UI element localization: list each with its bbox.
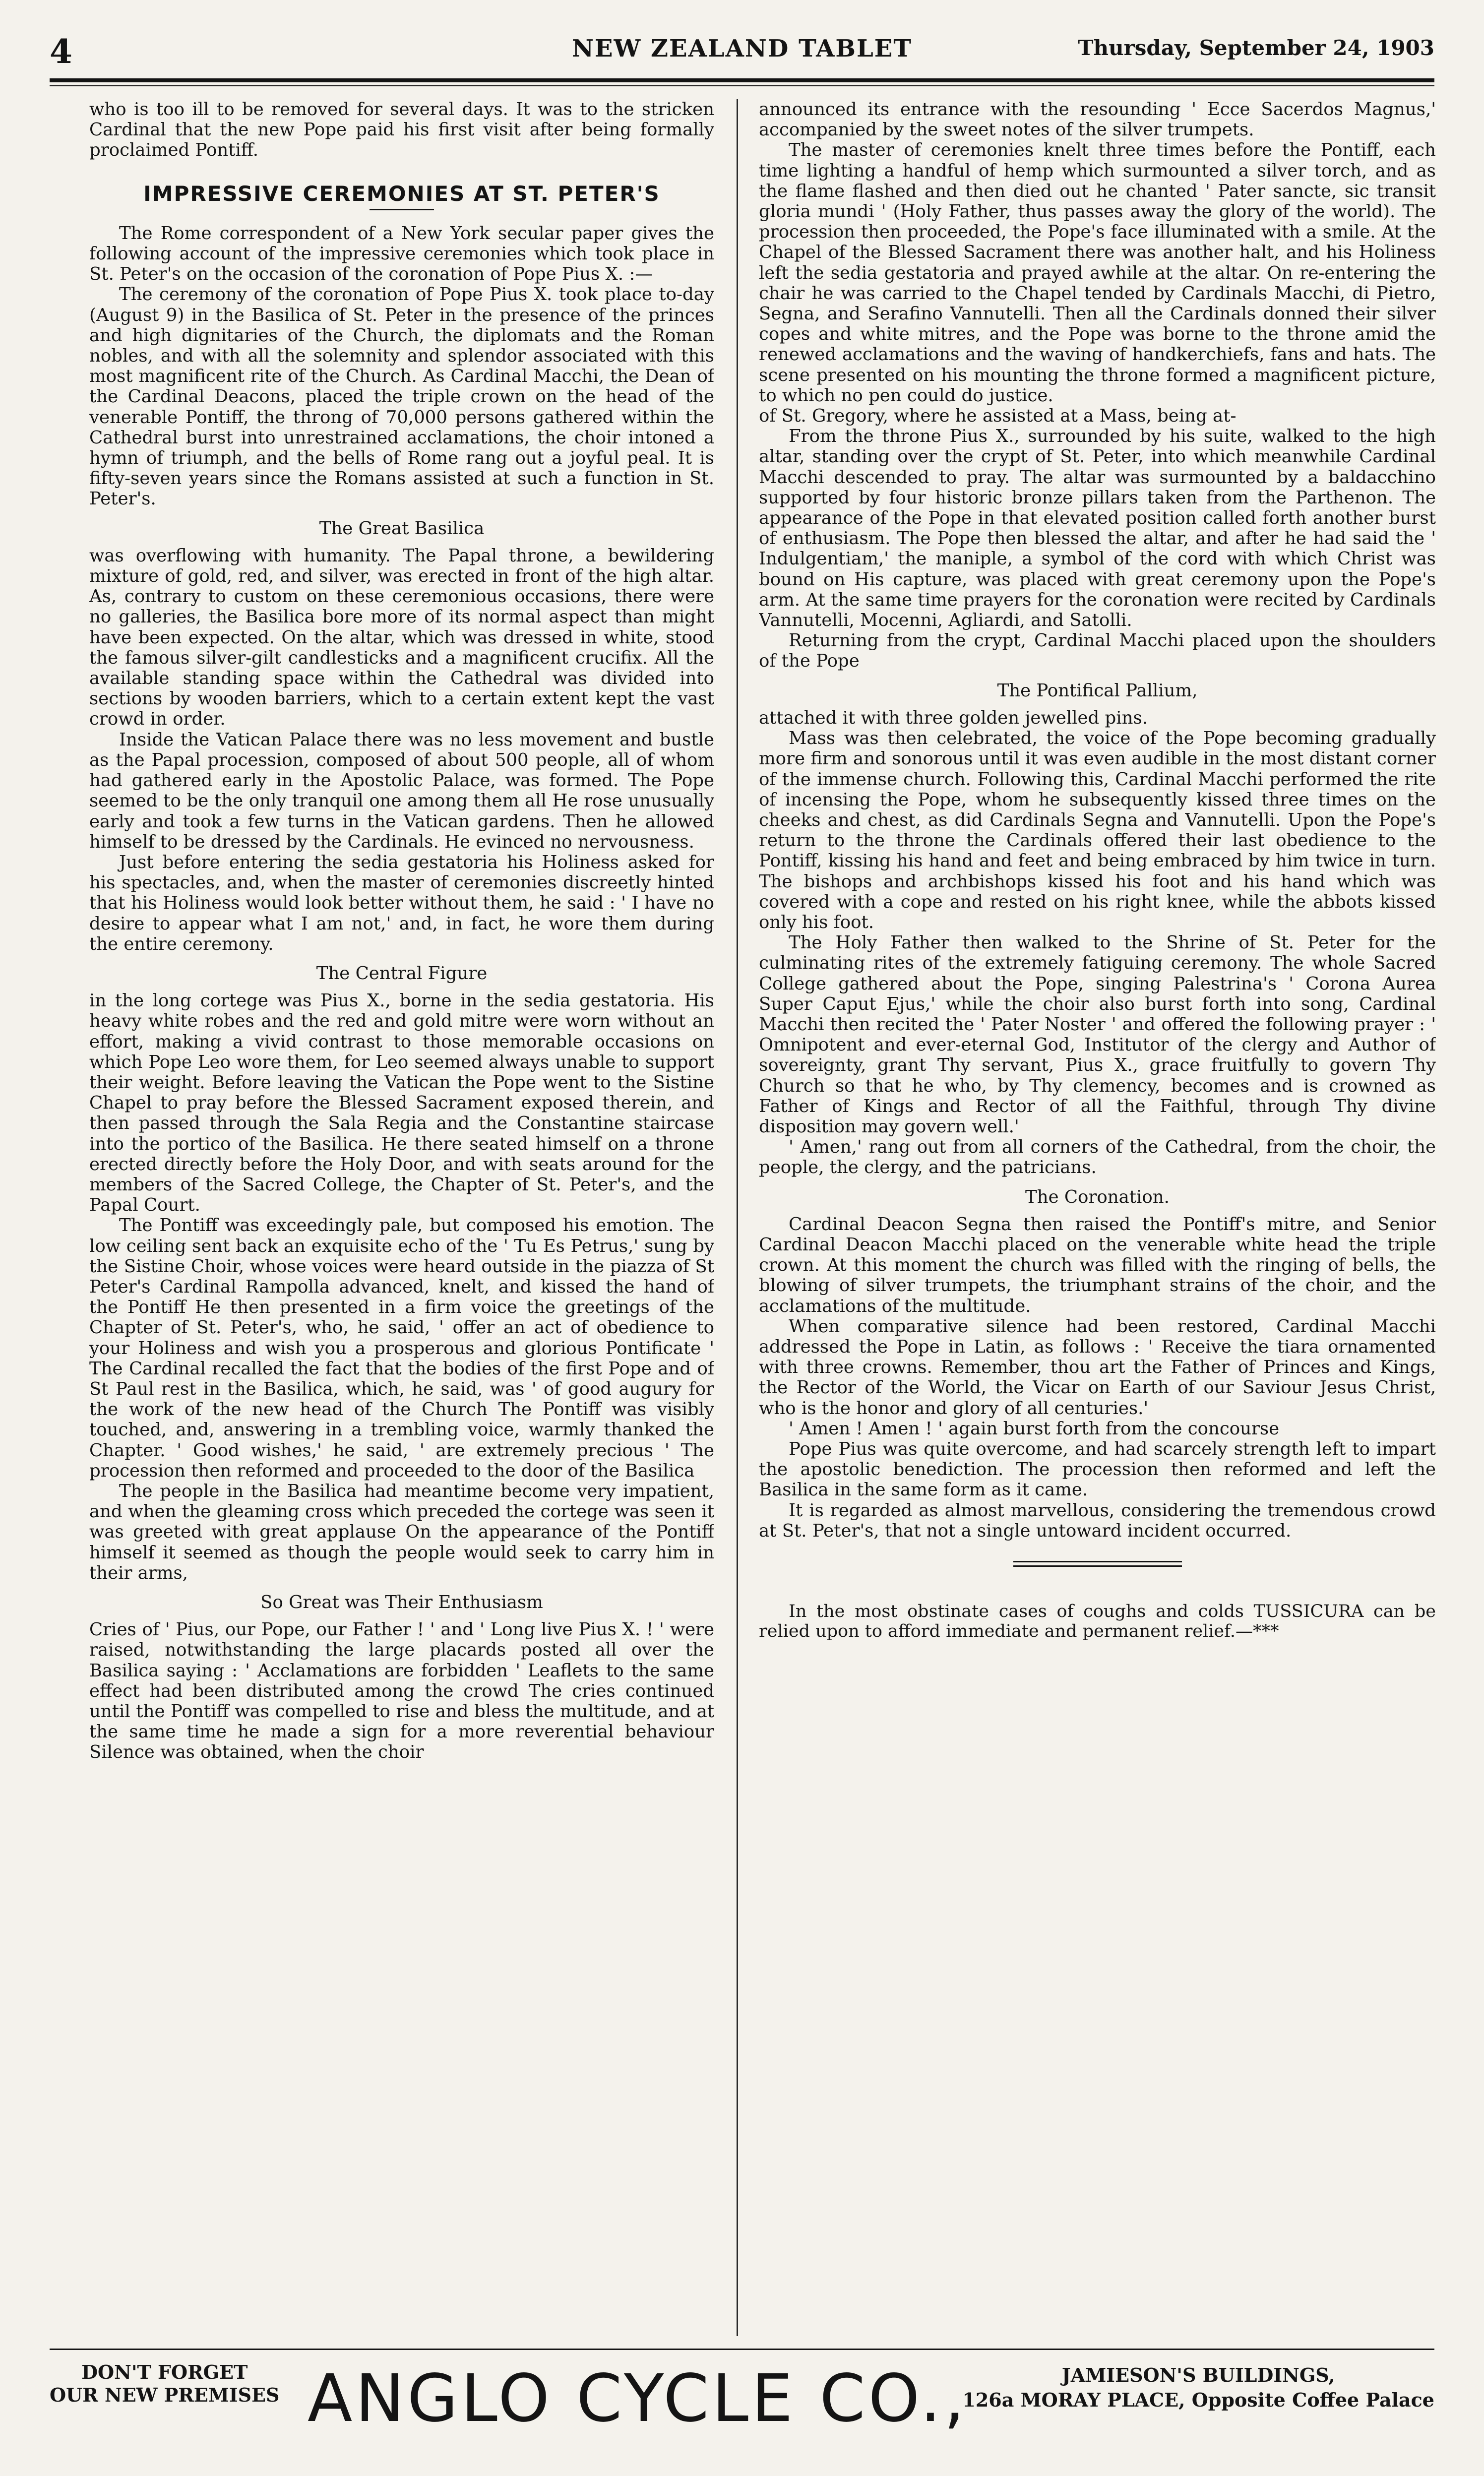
- subheading: The Great Basilica: [319, 518, 485, 539]
- paragraph: Cardinal Deacon Segna then raised the Pontiff's mitre, and Senior Cardinal Deacon Macchi placed on the venerable white head the triple crown. At this moment the church was filled with the ringing of bells, the blowing of silver trumpets, the triumphant strains of the choir, and the acclamations of the multitude.: [759, 1214, 1436, 1316]
- paragraph: When comparative silence had been restored, Cardinal Macchi addressed the Pope in Latin, as follows : ' Receive the tiara ornamented with three crowns. Remember, thou art the Father of Princes and Kings, the Rector of the World, the Vicar on Earth of our Saviour Jesus Christ, who is the honor and glory of all centuries.': [759, 1316, 1436, 1419]
- paragraph: Cries of ' Pius, our Pope, our Father ! ' and ' Long live Pius X. ! ' were raised, notwithstanding the large placards posted all over the Basilica saying : ' Acclamations are forbidden ' Leaflets to the same effect had been distributed among the crowd The cries continued until the Pontiff was compelled to rise and bless the multitude, and at the same time he made a sign for a more reverential behaviour Silence was obtained, when the choir: [89, 1619, 714, 1763]
- paragraph: ' Amen,' rang out from all corners of the Cathedral, from the choir, the people, the clergy, and the patricians.: [759, 1137, 1436, 1178]
- paragraph: in the long cortege was Pius X., borne in the sedia gestatoria. His heavy white robes and the red and gold mitre were worn without an effort, making a vivid contrast to those memorable occasions on which Pope Leo wore them, for Leo seemed always unable to support their weight. Before leaving the Vatican the Pope went to the Sistine Chapel to pray before the Blessed Sacrament exposed therein, and then passed through the Sala Regia and the Constantine staircase into the portico of the Basilica. He there seated himself on a throne erected directly before the Holy Door, and with seats around for the members of the Sacred College, the Chapter of St. Peter's, and the Papal Court.: [89, 990, 714, 1216]
- header-rule-thin: [50, 85, 1434, 86]
- paragraph: Just before entering the sedia gestatoria his Holiness asked for his spectacles, and, when the master of ceremonies discreetly hinted that his Holiness would look better without them, he said : ' I have no desire to appear what I am not,' and, in fact, he wore them during the entire ceremony.: [89, 852, 714, 954]
- footer-right-line1: JAMIESON'S BUILDINGS,: [1061, 2364, 1335, 2386]
- issue-date: Thursday, September 24, 1903: [1078, 36, 1434, 60]
- header-rule: [50, 78, 1434, 82]
- advertiser-name: ANGLO CYCLE CO.,: [308, 2360, 968, 2437]
- subheading: The Coronation.: [1025, 1186, 1170, 1207]
- paragraph: Returning from the crypt, Cardinal Macchi placed upon the shoulders of the Pope: [759, 630, 1436, 672]
- page-header: [50, 31, 1434, 75]
- paragraph: The Holy Father then walked to the Shrine of St. Peter for the culminating rites of the extremely fatiguing ceremony. The whole Sacred College gathered about the Pope, singing Palestrina's ' Corona Aurea Super Caput Ejus,' while the choir also burst forth into song, Cardinal Macchi then recited the ' Pater Noster ' and offered the following prayer : ' Omnipotent and ever-eternal God, Institutor of the clergy and Author of sovereignty, grant Thy servant, Pius X., grace fruitfully to govern Thy Church so that he who, by Thy clemency, becomes and is crowned as Father of Kings and Rector of all the Faithful, through Thy divine disposition may govern well.': [759, 932, 1436, 1137]
- subheading: The Central Figure: [316, 963, 488, 984]
- headline-rule: [370, 209, 434, 210]
- paragraph: The Pontiff was exceedingly pale, but composed his emotion. The low ceiling sent back an exquisite echo of the ' Tu Es Petrus,' sung by the Sistine Choir, whose voices were heard outside in the piazza of St Peter's Cardinal Rampolla advanced, knelt, and kissed the hand of the Pontiff He then presented in a firm voice the greetings of the Chapter of St. Peter's, who, he said, ' offer an act of obedience to your Holiness and wish you a prosperous and glorious Pontificate ' The Cardinal recalled the fact that the bodies of the first Pope and of St Paul rest in the Basilica, which, he said, was ' of good augury for the work of the new head of the Church The Pontiff was visibly touched, and, answering in a trembling voice, warmly thanked the Chapter. ' Good wishes,' he said, ' are extremely precious ' The procession then reformed and proceeded to the door of the Basilica: [89, 1215, 714, 1481]
- paragraph: announced its entrance with the resounding ' Ecce Sacerdos Magnus,' accompanied by the sweet notes of the silver trumpets.: [759, 99, 1436, 140]
- paragraph: Inside the Vatican Palace there was no less movement and bustle as the Papal procession, composed of about 500 people, all of whom had gathered early in the Apostolic Palace, was formed. The Pope seemed to be the only tranquil one among them all He rose unusually early and took a few turns in the Vatican gardens. Then he allowed himself to be dressed by the Cardinals. He evinced no nervousness.: [89, 729, 714, 852]
- subheading: The Pontifical Pallium,: [997, 680, 1198, 701]
- paragraph: The Rome correspondent of a New York secular paper gives the following account of the impressive ceremonies which took place in St. Peter's on the occasion of the coronation of Pope Pius X. :—: [89, 223, 714, 285]
- footer-right-line2: 126a MORAY PLACE, Opposite Coffee Palace: [962, 2389, 1434, 2411]
- paragraph: It is regarded as almost marvellous, considering the tremendous crowd at St. Peter's, that not a single untoward incident occurred.: [759, 1500, 1436, 1541]
- footer-advertisement: [50, 2351, 1434, 2435]
- paragraph: The ceremony of the coronation of Pope Pius X. took place to-day (August 9) in the Basilica of St. Peter in the presence of the princes and high dignitaries of the Church, the diplomats and the Roman nobles, and with all the solemnity and splendor associated with this most magnificent rite of the Church. As Cardinal Macchi, the Dean of the Cardinal Deacons, placed the triple crown on the head of the venerable Pontiff, the throng of 70,000 persons gathered within the Cathedral burst into unrestrained acclamations, the choir intoned a hymn of triumph, and the bells of Rome rang out a joyful peal. It is fifty-seven years since the Romans assisted at such a function in St. Peter's.: [89, 284, 714, 509]
- advert-notice: In the most obstinate cases of coughs and colds TUSSICURA can be relied upon to afford immediate and permanent relief.—***: [759, 1602, 1436, 1642]
- article-headline: IMPRESSIVE CEREMONIES AT ST. PETER'S: [143, 181, 660, 206]
- column-divider: [737, 99, 738, 2336]
- paragraph: The people in the Basilica had meantime become very impatient, and when the gleaming cross which preceded the cortege was seen it was greeted with great applause On the appearance of the Pontiff himself it seemed as though the people would seek to carry him in their arms,: [89, 1481, 714, 1583]
- paragraph: ' Amen ! Amen ! ' again burst forth from the concourse: [789, 1418, 1280, 1439]
- paragraph: Pope Pius was quite overcome, and had scarcely strength left to impart the apostolic benediction. The procession then reformed and left the Basilica in the same form as it came.: [759, 1439, 1436, 1500]
- footer-left-line1: DON'T FORGET: [81, 2361, 248, 2383]
- left-column: [89, 99, 714, 2326]
- article-end-rule: [1013, 1561, 1182, 1567]
- paragraph: attached it with three golden jewelled pins.: [759, 707, 1148, 728]
- footer-rule: [50, 2349, 1434, 2350]
- paragraph: The master of ceremonies knelt three times before the Pontiff, each time lighting a handful of hemp which surmounted a silver torch, and as the flame flashed and then died out he chanted ' Pater sancte, sic transit gloria mundi ' (Holy Father, thus passes away the glory of the world). The procession then proceeded, the Pope's face illuminated with a smile. At the Chapel of the Blessed Sacrament there was another halt, and his Holiness left the sedia gestatoria and prayed awhile at the altar. On re-entering the chair he was carried to the Chapel tended by Cardinals Macchi, di Pietro, Segna, and Serafino Vannutelli. Then all the Cardinals donned their silver copes and white mitres, and the Pope was borne to the throne amid the renewed acclamations and the waving of handkerchiefs, fans and hats. The scene presented on his mounting the throne formed a magnificent picture, to which no pen could do justice.: [759, 140, 1436, 406]
- paragraph: Mass was then celebrated, the voice of the Pope becoming gradually more firm and sonorous until it was even audible in the most distant corner of the immense church. Following this, Cardinal Macchi performed the rite of incensing the Pope, whom he subsequently kissed three times on the cheeks and chest, as did Cardinals Segna and Vannutelli. Upon the Pope's return to the throne the Cardinals offered their last obedience to the Pontiff, kissing his hand and feet and being embraced by him twice in turn. The bishops and archbishops kissed his foot and his hand which was covered with a cope and rested on his right knee, while the abbots kissed only his foot.: [759, 728, 1436, 932]
- footer-left: [50, 2361, 279, 2407]
- subheading: So Great was Their Enthusiasm: [260, 1592, 543, 1613]
- paragraph: was overflowing with humanity. The Papal throne, a bewildering mixture of gold, red, and silver, was erected in front of the high altar. As, contrary to custom on these ceremonious occasions, there were no galleries, the Basilica bore more of its normal aspect than might have been expected. On the altar, which was dressed in white, stood the famous silver-gilt candlesticks and a magnificent crucifix. All the available standing space within the Cathedral was divided into sections by wooden barriers, which to a certain extent kept the vast crowd in order.: [89, 545, 714, 730]
- footer-right: [962, 2363, 1434, 2413]
- footer-left-line2: OUR NEW PREMISES: [50, 2384, 280, 2406]
- paragraph: who is too ill to be removed for several days. It was to the stricken Cardinal that the new Pope paid his first visit after being formally proclaimed Pontiff.: [89, 99, 714, 161]
- paragraph: of St. Gregory, where he assisted at a Mass, being at-: [759, 406, 1237, 427]
- masthead-title: NEW ZEALAND TABLET: [571, 35, 913, 62]
- page-number: 4: [50, 32, 72, 71]
- right-column: [759, 99, 1436, 2326]
- paragraph: From the throne Pius X., surrounded by his suite, walked to the high altar, standing over the crypt of St. Peter, into which meanwhile Cardinal Macchi descended to pray. The altar was surmounted by a baldacchino supported by four historic bronze pillars taken from the Parthenon. The appearance of the Pope in that elevated position called forth another burst of enthusiasm. The Pope then blessed the altar, and after he had said the ' Indulgentiam,' the maniple, a symbol of the cord with which Christ was bound on His capture, was placed with great ceremony upon the Pope's arm. At the same time prayers for the coronation were recited by Cardinals Vannutelli, Mocenni, Agliardi, and Satolli.: [759, 426, 1436, 631]
